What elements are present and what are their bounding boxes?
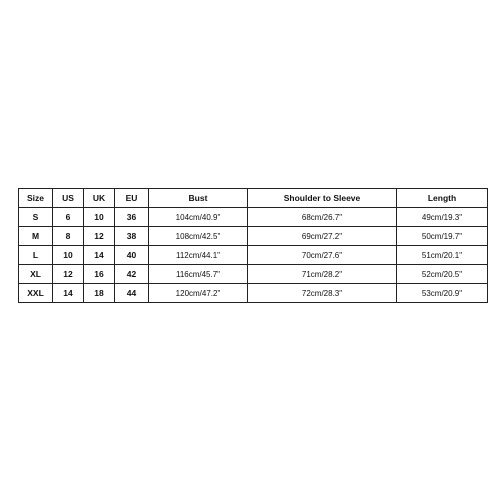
cell-shoulder-to-sleeve: 70cm/27.6"	[248, 246, 397, 265]
cell-length: 52cm/20.5"	[397, 265, 488, 284]
cell-size: XL	[19, 265, 53, 284]
table-row	[19, 265, 488, 284]
header-row	[19, 189, 488, 208]
cell-bust: 116cm/45.7"	[149, 265, 248, 284]
header-shoulder-to-sleeve: Shoulder to Sleeve	[248, 189, 397, 208]
header-us: US	[53, 189, 84, 208]
cell-us: 6	[53, 208, 84, 227]
header-size: Size	[19, 189, 53, 208]
cell-uk: 18	[84, 284, 115, 303]
size-chart-table	[18, 188, 488, 303]
cell-eu: 44	[115, 284, 149, 303]
cell-uk: 12	[84, 227, 115, 246]
cell-length: 51cm/20.1"	[397, 246, 488, 265]
header-length: Length	[397, 189, 488, 208]
table-row	[19, 284, 488, 303]
cell-uk: 16	[84, 265, 115, 284]
table-row	[19, 227, 488, 246]
table-row	[19, 208, 488, 227]
header-eu: EU	[115, 189, 149, 208]
cell-us: 12	[53, 265, 84, 284]
cell-shoulder-to-sleeve: 72cm/28.3"	[248, 284, 397, 303]
cell-length: 50cm/19.7"	[397, 227, 488, 246]
cell-eu: 40	[115, 246, 149, 265]
cell-shoulder-to-sleeve: 69cm/27.2"	[248, 227, 397, 246]
cell-shoulder-to-sleeve: 71cm/28.2"	[248, 265, 397, 284]
cell-us: 14	[53, 284, 84, 303]
cell-size: S	[19, 208, 53, 227]
cell-uk: 10	[84, 208, 115, 227]
cell-length: 53cm/20.9"	[397, 284, 488, 303]
cell-shoulder-to-sleeve: 68cm/26.7"	[248, 208, 397, 227]
cell-us: 8	[53, 227, 84, 246]
table-row	[19, 246, 488, 265]
cell-eu: 42	[115, 265, 149, 284]
header-uk: UK	[84, 189, 115, 208]
header-bust: Bust	[149, 189, 248, 208]
cell-size: M	[19, 227, 53, 246]
cell-size: L	[19, 246, 53, 265]
cell-eu: 38	[115, 227, 149, 246]
cell-us: 10	[53, 246, 84, 265]
cell-length: 49cm/19.3"	[397, 208, 488, 227]
cell-eu: 36	[115, 208, 149, 227]
cell-uk: 14	[84, 246, 115, 265]
cell-size: XXL	[19, 284, 53, 303]
cell-bust: 120cm/47.2"	[149, 284, 248, 303]
cell-bust: 108cm/42.5"	[149, 227, 248, 246]
cell-bust: 112cm/44.1"	[149, 246, 248, 265]
cell-bust: 104cm/40.9"	[149, 208, 248, 227]
